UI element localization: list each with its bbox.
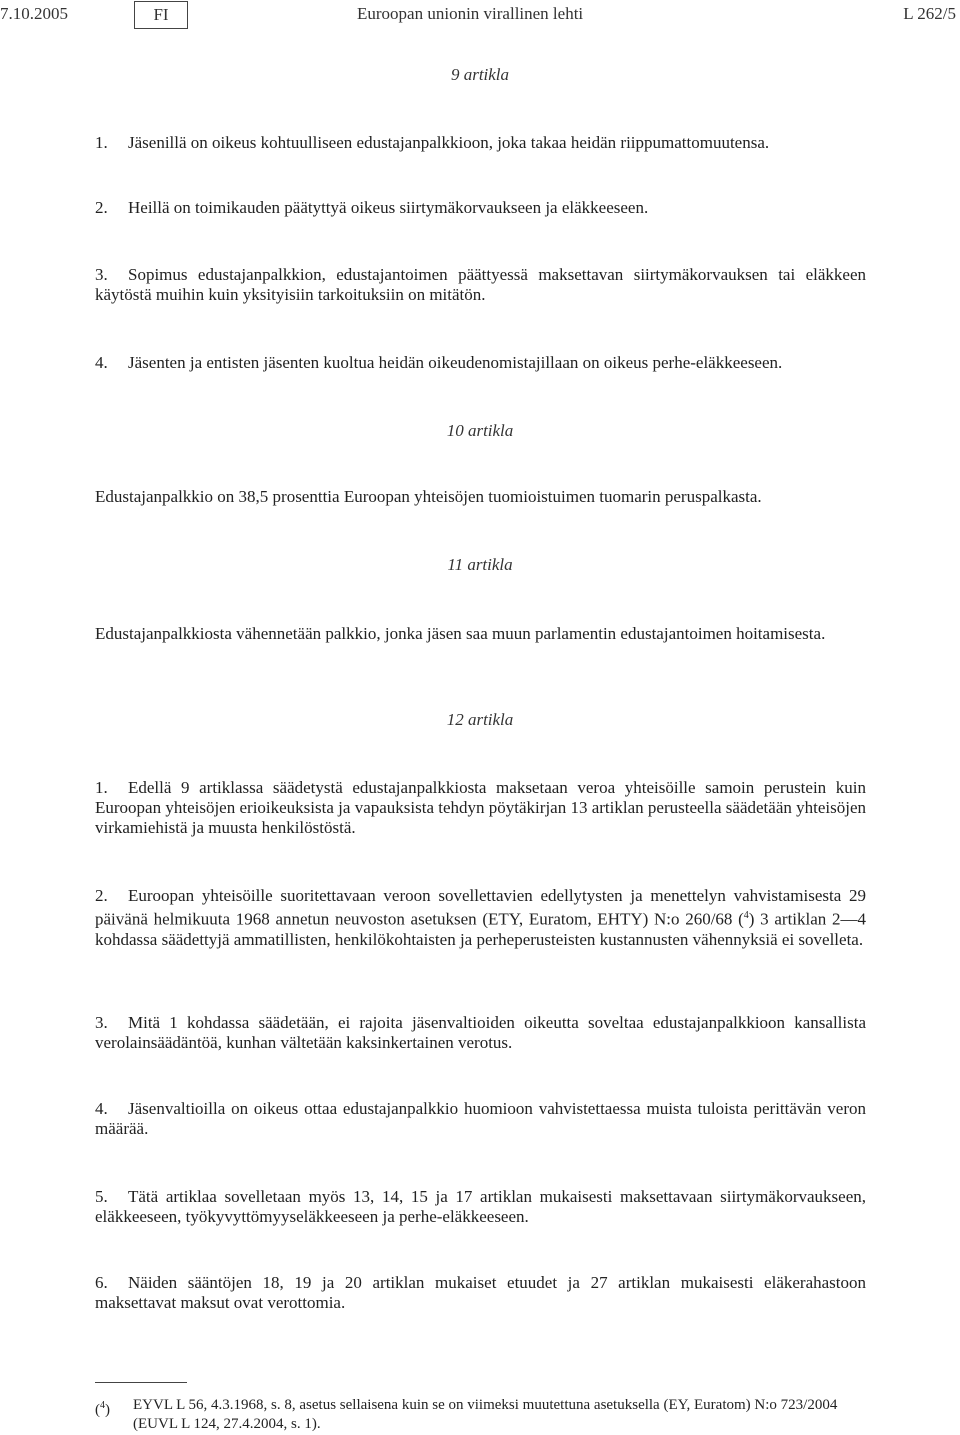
paragraph-number: 1. xyxy=(95,778,108,797)
paragraph-text: Edellä 9 artiklassa säädetystä edustajanpalkkiosta maksetaan veroa yhteisöille samoin perustein kuin Euroopan yhteisöjen erioikeuksista ja vapauksista tehdyn pöytäkirjan 13 artiklan perusteella säädetään yhteisöjen virkamiehistä ja muusta henkilöstöstä. xyxy=(95,778,866,837)
paragraph-text: Jäsenvaltioilla on oikeus ottaa edustajanpalkkio huomioon vahvistettaessa muista tuloista perittävän veron määrää. xyxy=(95,1099,866,1138)
footnote-marker: ($^4$) xyxy=(95,1400,110,1418)
paragraph-text: Tätä artiklaa sovelletaan myös 13, 14, 15 ja 17 artiklan mukaisesti maksettavaan siirtymäkorvaukseen, eläkkeeseen, työkyvyttömyyseläkkeeseen ja perhe-eläkkeeseen. xyxy=(95,1187,866,1226)
paragraph-number: 2. xyxy=(95,198,108,217)
page-reference: L 262/5 xyxy=(903,4,956,23)
art12-paragraph-5 xyxy=(95,1187,866,1227)
paragraph-text: Jäsenillä on oikeus kohtuulliseen edustajanpalkkioon, joka takaa heidän riippumattomuutensa. xyxy=(128,133,770,152)
article-9-heading: 9 artikla xyxy=(450,65,510,84)
art9-paragraph-3 xyxy=(95,265,866,305)
paragraph-number: 3. xyxy=(95,265,108,284)
article-12-heading: 12 artikla xyxy=(446,710,514,729)
paragraph-number: 5. xyxy=(95,1187,108,1206)
paragraph-number: 2. xyxy=(95,886,108,905)
footnote-text: EYVL L 56, 4.3.1968, s. 8, asetus sellaisena kuin se on viimeksi muutettuna asetuksella (EY, Euratom) N:o 723/2004 (EUVL L 124, 27.4.2004, s. 1). xyxy=(133,1397,838,1432)
article-10-heading: 10 artikla xyxy=(446,421,514,440)
paragraph-text-continued: ) 3 artiklan 2—4 kohdassa säädettyjä ammatillisten, henkilökohtaisten ja perheperusteisten kustannusten vähennyksiä ei sovelleta. xyxy=(95,909,866,949)
journal-title: Euroopan unionin virallinen lehti xyxy=(357,4,584,23)
art12-paragraph-1 xyxy=(95,778,866,838)
publication-date: 7.10.2005 xyxy=(0,4,68,23)
art12-paragraph-2 xyxy=(95,886,866,950)
art9-paragraph-1 xyxy=(95,133,866,153)
page-header xyxy=(0,4,960,34)
art10-text: Edustajanpalkkio on 38,5 prosenttia Euroopan yhteisöjen tuomioistuimen tuomarin peruspalkasta. xyxy=(95,487,762,506)
footnote-number: 4 xyxy=(100,1400,105,1411)
paragraph-text: Mitä 1 kohdassa säädetään, ei rajoita jäsenvaltioiden oikeutta soveltaa edustajanpalkkioon kansallista verolainsäädäntöä, kunhan vältetään kaksinkertainen verotus. xyxy=(95,1013,866,1052)
paragraph-text: Näiden sääntöjen 18, 19 ja 20 artiklan mukaiset etuudet ja 27 artiklan mukaisesti eläkerahastoon maksettavat maksut ovat verottomia. xyxy=(95,1273,866,1312)
paragraph-text: Jäsenten ja entisten jäsenten kuoltua heidän oikeudenomistajillaan on oikeus perhe-eläkkeeseen. xyxy=(128,353,783,372)
paragraph-number: 1. xyxy=(95,133,108,152)
paragraph-text: Euroopan yhteisöille suoritettavaan veroon sovellettavien edellytysten ja menettelyn vahvistamisesta 29 päivänä helmikuuta 1968 annetun neuvoston asetuksen (ETY, Euratom, EHTY) N:o 260/68 ( xyxy=(95,886,866,929)
article-11-heading: 11 artikla xyxy=(447,555,513,574)
paragraph-number: 4. xyxy=(95,1099,108,1118)
art9-paragraph-4 xyxy=(95,353,866,373)
art12-paragraph-6 xyxy=(95,1273,866,1313)
paragraph-text: Sopimus edustajanpalkkion, edustajantoimen päättyessä maksettavan siirtymäkorvauksen tai eläkkeen käytöstä muihin kuin yksityisiin tarkoituksiin on mitätön. xyxy=(95,265,866,304)
paragraph-number: 6. xyxy=(95,1273,108,1292)
paragraph-number: 3. xyxy=(95,1013,108,1032)
footnote-separator xyxy=(95,1382,187,1383)
paragraph-number: 4. xyxy=(95,353,108,372)
art12-paragraph-4 xyxy=(95,1099,866,1139)
art11-text: Edustajanpalkkiosta vähennetään palkkio, jonka jäsen saa muun parlamentin edustajantoimen hoitamisesta. xyxy=(95,624,826,643)
art9-paragraph-2 xyxy=(95,198,866,218)
footnote-reference: 4 xyxy=(743,910,749,921)
paragraph-text: Heillä on toimikauden päätyttyä oikeus siirtymäkorvaukseen ja eläkkeeseen. xyxy=(128,198,649,217)
art12-paragraph-3 xyxy=(95,1013,866,1053)
language-code-box: FI xyxy=(134,1,188,29)
